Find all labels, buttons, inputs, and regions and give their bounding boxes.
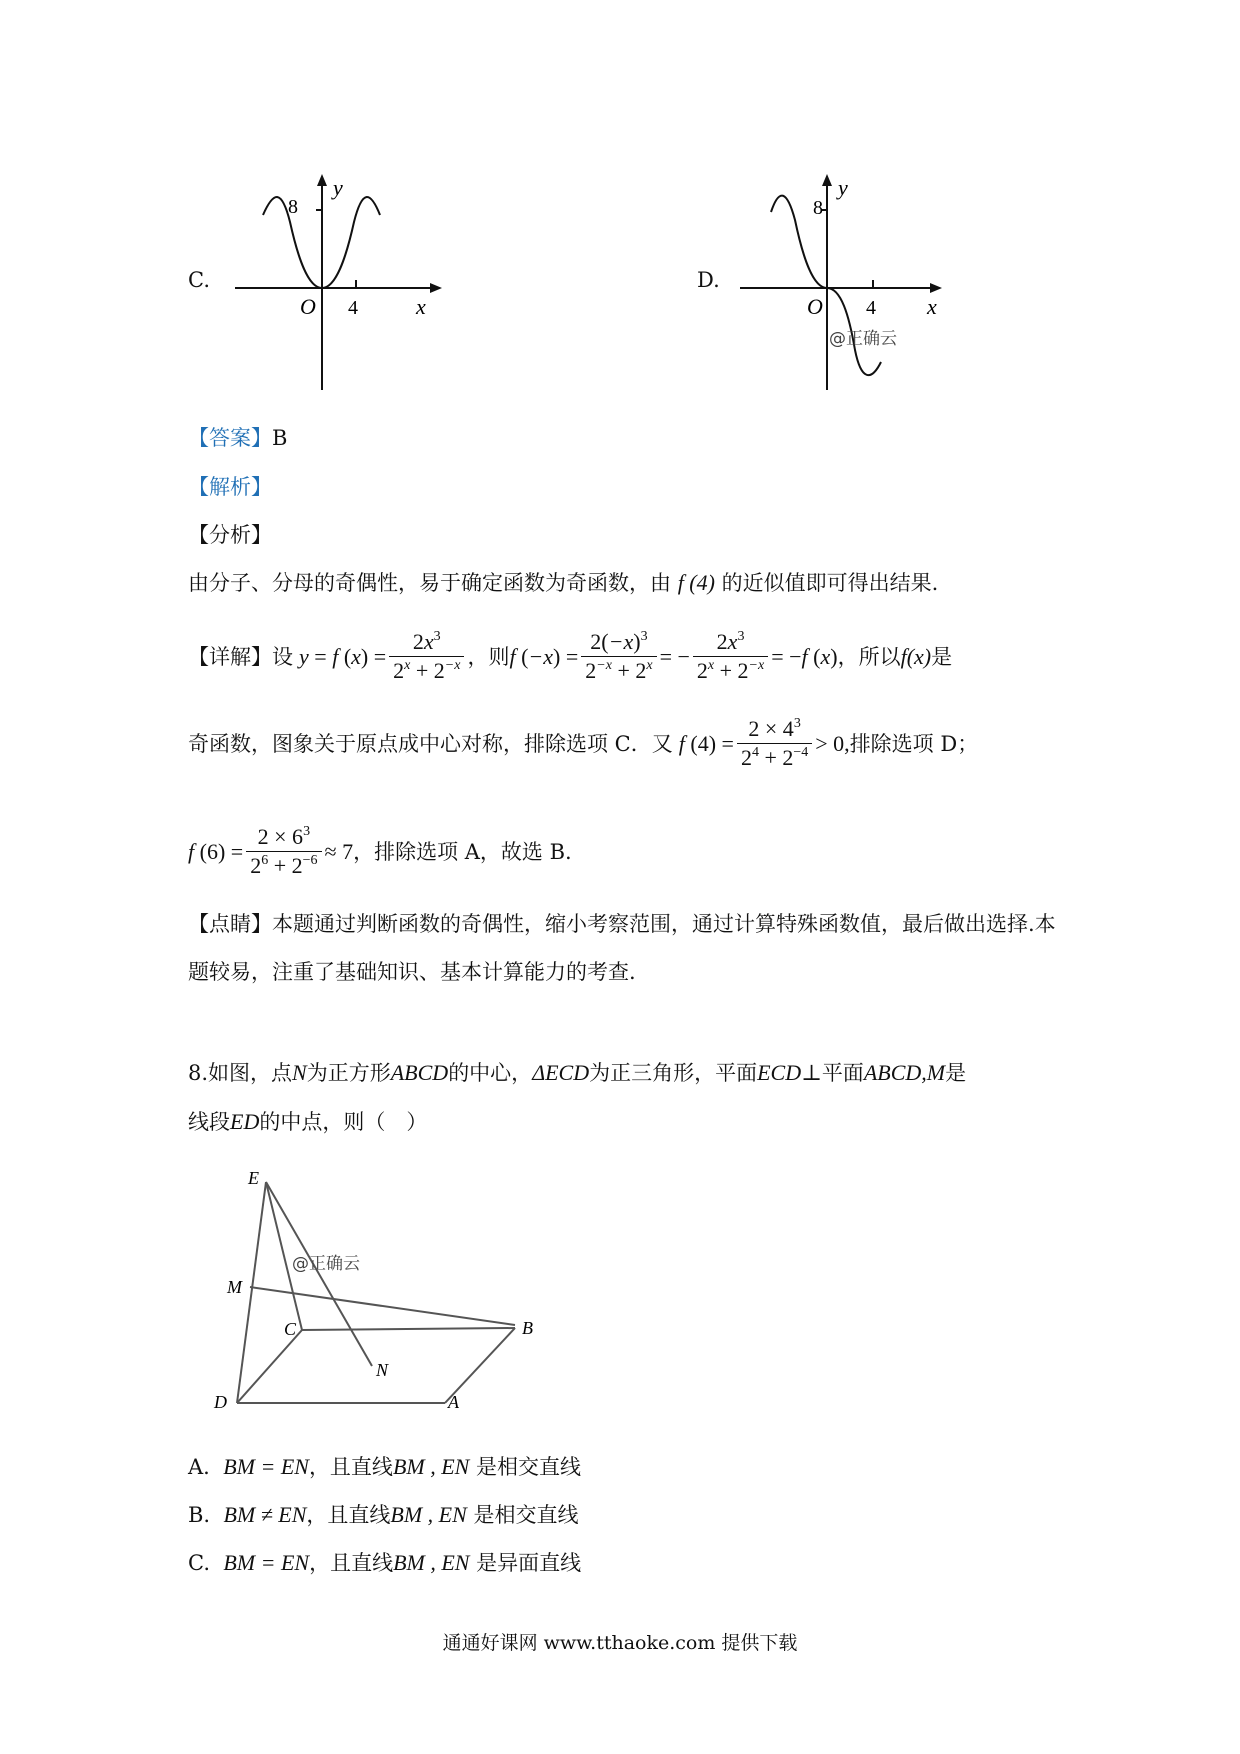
answer-value: B bbox=[272, 426, 288, 450]
eq-f6: f (6) = bbox=[188, 839, 244, 864]
q8-text: 的中点，则（ ） bbox=[259, 1110, 428, 1134]
edge-CD bbox=[237, 1330, 302, 1403]
point-C: C bbox=[284, 1319, 297, 1339]
comment-line-1 bbox=[188, 914, 1056, 935]
point-D: D bbox=[214, 1392, 227, 1410]
option-lines: BM , EN bbox=[393, 1550, 470, 1575]
frac-f6: $\frac{2 \times 6^3}{2^6 + 2^{-6}}$ bbox=[246, 823, 321, 880]
q8-text: 平面 bbox=[821, 1061, 864, 1085]
option-letter: A. bbox=[188, 1455, 210, 1479]
frac-f-neg-x: $\frac{2(-x)^3}{2^{-x} + 2^x}$ bbox=[581, 628, 656, 685]
fenxi-text-after: 的近似值即可得出结果. bbox=[721, 571, 939, 595]
frac-fx: $\frac{2x^3}{2^x + 2^{-x}}$ bbox=[389, 628, 464, 685]
detail-fx: f(x) bbox=[900, 644, 932, 669]
approx-7: ≈ 7 bbox=[324, 839, 354, 864]
analysis-tag: 【解析】 bbox=[188, 475, 272, 499]
q8-text: 为正方形 bbox=[306, 1061, 391, 1085]
q8-line-2 bbox=[188, 1111, 427, 1133]
y-axis-arrow bbox=[822, 174, 832, 186]
detail-line2-end: 排除选项 D； bbox=[849, 731, 979, 756]
fenxi-text bbox=[188, 572, 938, 594]
tick-label-4: 4 bbox=[348, 297, 358, 319]
footer: 通通好课网 www.tthaoke.com 提供下载 bbox=[442, 1632, 798, 1654]
y-label: y bbox=[333, 175, 343, 200]
eq-f4: f (4) = bbox=[678, 731, 734, 756]
option-d-letter: D. bbox=[697, 268, 720, 292]
frac-f4: $\frac{2 \times 4^3}{2^4 + 2^{-4}}$ bbox=[737, 715, 812, 772]
edge-CB bbox=[302, 1328, 515, 1330]
detail-shi: 是 bbox=[931, 644, 953, 669]
q8-text: 是 bbox=[945, 1061, 967, 1085]
gt-zero: > 0, bbox=[815, 731, 850, 756]
q8-abcd: ABCD bbox=[390, 1060, 449, 1085]
origin-label: O bbox=[807, 294, 823, 319]
eq-f-neg-x: f (−x) = bbox=[509, 644, 579, 669]
option-letter: C. bbox=[188, 1551, 210, 1575]
comment-line1-text: 本题通过判断函数的奇偶性，缩小考察范围，通过计算特殊函数值，最后做出选择.本 bbox=[272, 912, 1056, 936]
answer-tag: 【答案】 bbox=[188, 426, 272, 450]
comment-tag: 【点睛】 bbox=[188, 912, 272, 936]
tick-label-8: 8 bbox=[813, 197, 823, 219]
answer-line bbox=[188, 428, 287, 449]
detail-line2-text: 奇函数，图象关于原点成中心对称，排除选项 C．又 bbox=[188, 731, 673, 756]
option-lines: BM , EN bbox=[390, 1502, 467, 1527]
option-a bbox=[188, 1456, 581, 1478]
detail-line3-end: ，排除选项 A，故选 B. bbox=[353, 839, 572, 864]
q8-text: 8.如图，点 bbox=[188, 1061, 293, 1085]
x-axis-arrow bbox=[430, 283, 442, 293]
edge-EN bbox=[266, 1182, 372, 1366]
option-mid: ，且直线 bbox=[309, 1551, 394, 1575]
option-c-letter: C. bbox=[188, 268, 210, 292]
fenxi-text-before: 由分子、分母的奇偶性，易于确定函数为奇函数，由 bbox=[188, 571, 671, 595]
point-B: B bbox=[522, 1318, 533, 1338]
option-mid: ，且直线 bbox=[306, 1503, 391, 1527]
option-mid: ，且直线 bbox=[308, 1455, 393, 1479]
detail-she: 设 bbox=[272, 644, 293, 669]
detail-line-2 bbox=[188, 707, 978, 781]
option-end: 是异面直线 bbox=[476, 1551, 582, 1575]
watermark: @正确云 bbox=[292, 1254, 360, 1274]
q8-n: N bbox=[292, 1060, 307, 1085]
option-end: 是相交直线 bbox=[473, 1503, 579, 1527]
q8-text: 为正三角形，平面 bbox=[589, 1061, 758, 1085]
q8-text: 的中心， bbox=[448, 1061, 533, 1085]
graph-d bbox=[735, 170, 955, 398]
detail-tag: 【详解】 bbox=[188, 644, 272, 669]
detail-line-1: 【详解】 设 y = f (x) = $\frac{2x^3}{2^x + 2^{-x}}$ ，则 f (−x) = $\frac{2(-x)^3}{2^{-x} + 2^x}$ = − $\frac{2x^3}{2^x + 2^{-x}}$ = −f (x) ，所以 f(x) 是 bbox=[188, 622, 952, 692]
option-c bbox=[188, 1552, 581, 1574]
eq-neg-fx: = −f (x) bbox=[771, 644, 838, 669]
q8-line-1 bbox=[188, 1062, 966, 1084]
fenxi-tag: 【分析】 bbox=[188, 523, 272, 547]
option-letter: B. bbox=[188, 1503, 211, 1527]
point-M: M bbox=[227, 1277, 242, 1297]
point-E: E bbox=[248, 1168, 259, 1188]
eq-y-fx: y = f (x) = bbox=[299, 644, 387, 669]
y-label: y bbox=[838, 175, 848, 200]
option-relation: BM ≠ EN bbox=[223, 1502, 307, 1527]
comment-line-2: 题较易，注重了基础知识、基本计算能力的考查. bbox=[188, 960, 636, 984]
point-N: N bbox=[376, 1360, 389, 1380]
detail-ze: ，则 bbox=[467, 644, 510, 669]
detail-suoyi: ，所以 bbox=[837, 644, 901, 669]
q8-ecd: ECD bbox=[757, 1060, 802, 1085]
y-axis-arrow bbox=[317, 174, 327, 186]
q8-perp: ⊥ bbox=[801, 1060, 822, 1085]
q8-ed: ED bbox=[230, 1109, 260, 1134]
fenxi-expr: f (4) bbox=[677, 570, 715, 595]
tick-label-8: 8 bbox=[288, 196, 298, 218]
q8-abcd-m: ABCD,M bbox=[863, 1060, 946, 1085]
x-label: x bbox=[927, 294, 937, 319]
x-axis-arrow bbox=[930, 283, 942, 293]
q8-figure bbox=[200, 1160, 560, 1410]
origin-label: O bbox=[300, 294, 316, 319]
tick-label-4: 4 bbox=[866, 297, 876, 319]
option-relation: BM = EN bbox=[223, 1550, 310, 1575]
q8-triangle: ΔECD bbox=[532, 1060, 590, 1085]
detail-line-3 bbox=[188, 815, 572, 889]
option-end: 是相交直线 bbox=[476, 1455, 582, 1479]
q8-text: 线段 bbox=[188, 1110, 230, 1134]
option-lines: BM , EN bbox=[392, 1454, 470, 1479]
graph-c bbox=[230, 170, 450, 398]
watermark: @正确云 bbox=[829, 329, 897, 349]
option-b bbox=[188, 1504, 579, 1526]
x-label: x bbox=[416, 294, 426, 319]
point-A: A bbox=[448, 1392, 459, 1410]
frac-neg-fx: $\frac{2x^3}{2^x + 2^{-x}}$ bbox=[693, 628, 768, 685]
option-relation: BM = EN bbox=[223, 1454, 309, 1479]
